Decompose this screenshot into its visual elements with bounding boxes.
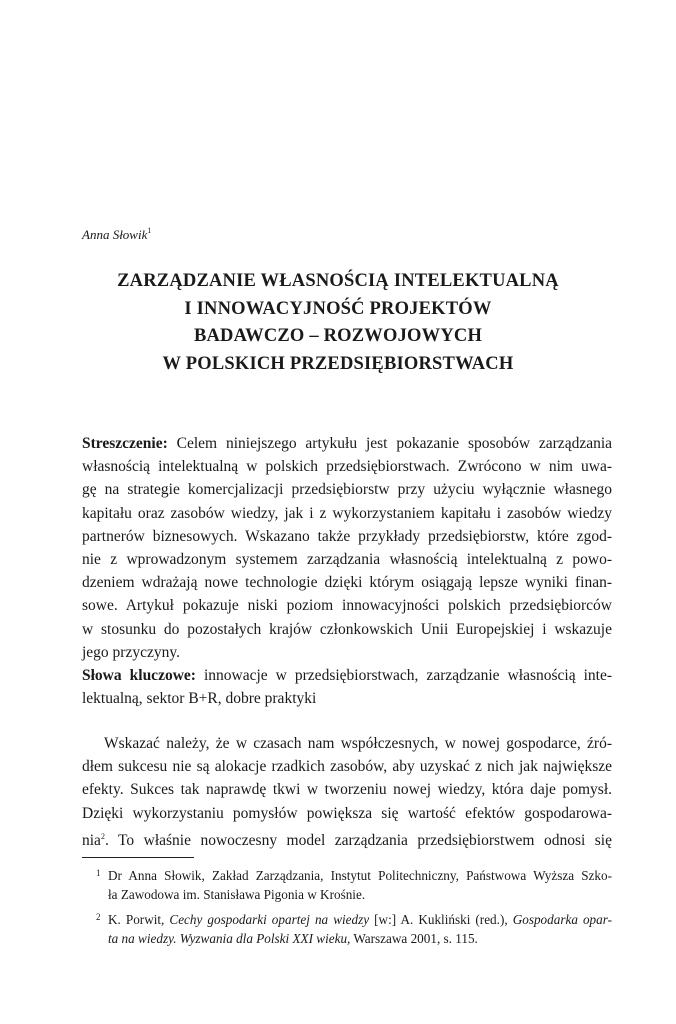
footnote [82,910,612,948]
abstract-line: w stosunku do pozostałych krajów członkowskich Unii Europejskiej i wskazuje [82,620,612,638]
abstract [82,432,612,710]
body-line: dłem sukcesu nie są alokacje rzadkich zasobów, aby uzyskać z nich jak największe [82,758,612,776]
body-line: Wskazać należy, że w czasach nam współczesnych, w nowej gospodarce, źró- [104,735,612,752]
keywords-line: Słowa kluczowe: innowacje w przedsiębiorstwach, zarządzanie własnością inte- [82,667,613,685]
abstract-line: nie z wprowadzonym systemem zarządzania własnością intelektualną z powo- [82,551,612,569]
abstract-line: sowe. Artykuł pokazuje niski poziom innowacyjności polskich przedsiębiorców [82,597,612,615]
footnote-line: Dr Anna Słowik, Zakład Zarządzania, Instytut Politechniczny, Państwowa Wyższa Szko- [108,868,612,883]
abstract-line: gę na strategie komercjalizacji przedsiębiorstw przy użyciu wyłącznie własnego [82,481,612,499]
body-line: efekty. Sukces tak naprawdę tkwi w tworzeniu nowej wiedzy, która daje pomysł. [82,781,612,799]
title-line: I INNOWACYJNOŚĆ PROJEKTÓW [184,298,492,319]
abstract-line: jego przyczyny. [82,643,180,661]
title-line: ZARZĄDZANIE WŁASNOŚCIĄ INTELEKTUALNĄ [117,271,559,291]
footnote-number: 2 [96,912,101,922]
article-title [40,268,636,378]
footnote-line: ła Zawodowa im. Stanisława Pigonia w Krośnie. [108,887,366,902]
title-line: W POLSKICH PRZEDSIĘBIORSTWACH [162,353,514,374]
author-name: Anna Słowik$^1$ [82,226,152,242]
body-line: nia$^2$. To właśnie nowoczesny model zarządzania przedsiębiorstwem odnosi się [82,831,612,849]
footnote-divider [82,857,194,858]
footnote-number: 1 [96,868,101,878]
footnote-ref-1: 1 [147,226,152,235]
keywords-line: lektualną, sektor B+R, dobre praktyki [82,690,317,708]
body-text [82,732,612,852]
footnote-line: K. Porwit, Cechy gospodarki opartej na wiedzy [w:] A. Kukliński (red.), Gospodarka opar- [108,912,613,927]
footnotes [82,866,612,954]
abstract-line: kapitału oraz zasobów wiedzy, jak i z wykorzystaniem kapitału i zasobów wiedzy [82,504,612,522]
footnote [82,866,612,904]
keywords-label: Słowa kluczowe: [82,667,196,685]
abstract-line: dzeniem wdrażają nowe technologie dzięki którym osiągają lepsze wyniki finan- [82,574,612,592]
title-line: BADAWCZO – ROZWOJOWYCH [193,326,483,346]
abstract-line: partnerów biznesowych. Wskazano także przykłady przedsiębiorstw, które zgod- [82,527,612,545]
body-line: Dzięki wykorzystaniu pomysłów powiększa się wartość efektów gospodarowa- [82,804,612,822]
footnote-ref-2: 2 [100,831,105,841]
abstract-label: Streszczenie: [82,435,168,452]
abstract-line: własnością intelektualną w polskich przedsiębiorstwach. Zwrócono w nim uwa- [82,458,612,476]
abstract-line: Streszczenie: Celem niniejszego artykułu jest pokazanie sposobów zarządzania [82,435,613,452]
footnote-line: ta na wiedzy. Wyzwania dla Polski XXI wieku, Warszawa 2001, s. 115. [108,931,478,946]
